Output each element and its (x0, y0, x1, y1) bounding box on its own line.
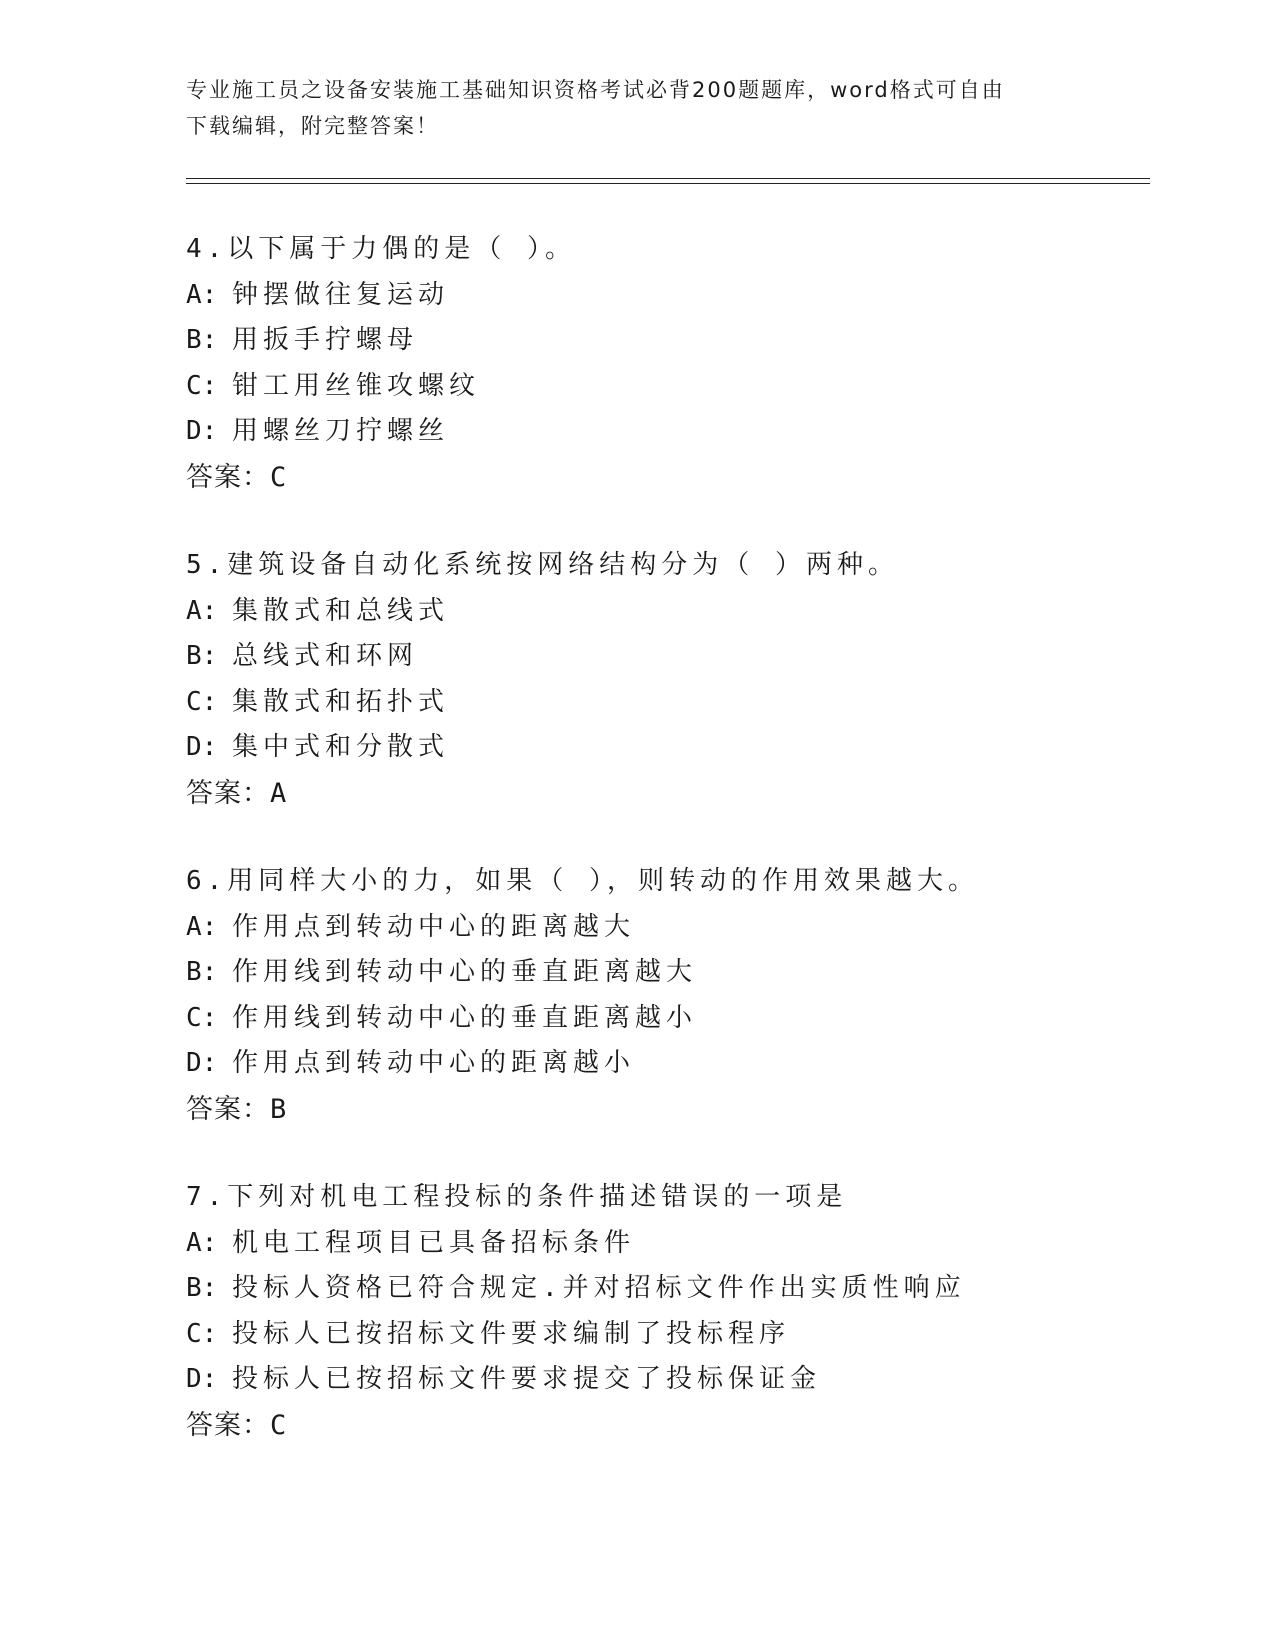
question-stem: 7.下列对机电工程投标的条件描述错误的一项是 (186, 1182, 848, 1212)
question-stem: 5.建筑设备自动化系统按网络结构分为（ ）两种。 (186, 550, 899, 580)
answer-value: C (270, 1409, 288, 1441)
answer-value: B (270, 1093, 288, 1125)
option-text: 集散式和拓扑式 (232, 686, 450, 717)
answer-label: 答案： (186, 1093, 270, 1125)
answer-label: 答案： (186, 461, 270, 493)
answer-value: A (270, 777, 288, 809)
option-letter: A: (186, 1227, 218, 1258)
option-letter: C: (186, 370, 218, 401)
option-b (186, 318, 1186, 364)
option-text: 用螺丝刀拧螺丝 (232, 416, 450, 446)
option-letter: A: (186, 595, 218, 626)
option-d (186, 1357, 1186, 1403)
question-stem: 4.以下属于力偶的是（ ）。 (186, 234, 576, 264)
header-line-2: 下载编辑，附完整答案！ (186, 114, 439, 138)
option-letter: C: (186, 1318, 218, 1349)
option-text: 投标人已按招标文件要求提交了投标保证金 (232, 1364, 822, 1394)
option-text: 集散式和总线式 (232, 595, 450, 626)
option-a (186, 1221, 1186, 1267)
question-7 (186, 1175, 1186, 1448)
option-text: 作用点到转动中心的距离越大 (232, 911, 636, 942)
option-b (186, 1266, 1186, 1312)
option-letter: A: (186, 911, 218, 942)
answer-label: 答案： (186, 777, 270, 809)
option-letter: A: (186, 279, 218, 310)
option-letter: B: (186, 641, 218, 671)
answer-label: 答案： (186, 1409, 270, 1441)
option-letter: D: (186, 1048, 218, 1078)
option-c (186, 996, 1186, 1042)
header-divider-bottom (186, 183, 1150, 184)
option-text: 集中式和分散式 (232, 732, 450, 762)
option-letter: C: (186, 686, 218, 717)
answer-line (186, 1087, 1186, 1133)
option-text: 总线式和环网 (232, 641, 419, 671)
option-d (186, 725, 1186, 771)
header-divider-top (186, 178, 1150, 179)
question-stem: 6.用同样大小的力，如果（ ），则转动的作用效果越大。 (186, 866, 979, 896)
option-d (186, 409, 1186, 455)
option-text: 作用线到转动中心的垂直距离越小 (232, 1002, 698, 1033)
header-line-1: 专业施工员之设备安装施工基础知识资格考试必背200题题库，word格式可自由 (186, 78, 1005, 102)
question-4 (186, 227, 1186, 500)
option-letter: D: (186, 416, 218, 446)
option-text: 作用点到转动中心的距离越小 (232, 1048, 636, 1078)
option-text: 钳工用丝锥攻螺纹 (232, 370, 481, 401)
option-b (186, 634, 1186, 680)
option-d (186, 1041, 1186, 1087)
option-letter: D: (186, 732, 218, 762)
option-text: 投标人资格已符合规定.并对招标文件作出实质性响应 (232, 1273, 966, 1303)
option-text: 投标人已按招标文件要求编制了投标程序 (232, 1318, 791, 1349)
option-text: 作用线到转动中心的垂直距离越大 (232, 957, 698, 987)
option-a (186, 589, 1186, 635)
document-header (186, 72, 1086, 144)
option-c (186, 364, 1186, 410)
option-letter: D: (186, 1364, 218, 1394)
question-6 (186, 859, 1186, 1132)
option-letter: C: (186, 1002, 218, 1033)
option-text: 钟摆做往复运动 (232, 279, 450, 310)
option-text: 机电工程项目已具备招标条件 (232, 1227, 636, 1258)
option-letter: B: (186, 1273, 218, 1303)
option-letter: B: (186, 325, 218, 355)
option-c (186, 1312, 1186, 1358)
option-c (186, 680, 1186, 726)
answer-line (186, 455, 1186, 501)
option-a (186, 905, 1186, 951)
option-a (186, 273, 1186, 319)
answer-value: C (270, 461, 288, 493)
answer-line (186, 1403, 1186, 1449)
question-5 (186, 543, 1186, 816)
option-text: 用扳手拧螺母 (232, 325, 419, 355)
option-b (186, 950, 1186, 996)
option-letter: B: (186, 957, 218, 987)
answer-line (186, 771, 1186, 817)
